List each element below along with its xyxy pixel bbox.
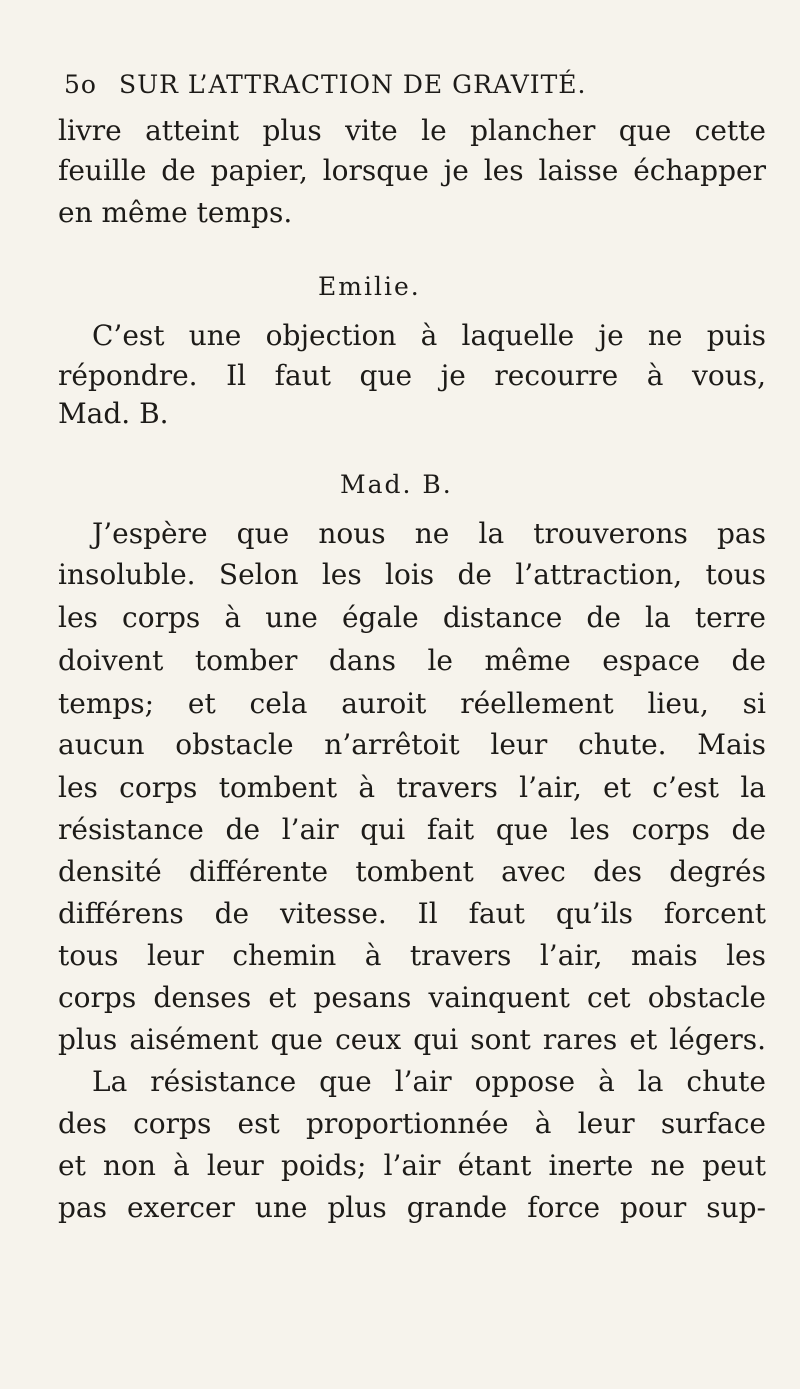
- text-line: en même temps.: [58, 196, 293, 229]
- speaker-name: Mad. B.: [340, 470, 453, 499]
- text-line: feuille de papier, lorsque je les laisse échapper: [58, 154, 766, 187]
- running-head: [64, 70, 714, 99]
- text-line: plus aisément que ceux qui sont rares et légers.: [58, 1023, 766, 1056]
- text-line: C’est une objection à laquelle je ne puis: [92, 319, 766, 352]
- text-line: aucun obstacle n’arrêtoit leur chute. Mais: [58, 728, 766, 761]
- text-line: différens de vitesse. Il faut qu’ils forcent: [58, 897, 766, 930]
- text-line: livre atteint plus vite le plancher que cette: [58, 114, 766, 147]
- text-line: J’espère que nous ne la trouverons pas: [92, 517, 766, 550]
- text-line: les corps à une égale distance de la terre: [58, 601, 766, 634]
- speaker-name: Emilie.: [318, 272, 421, 301]
- text-line: La résistance que l’air oppose à la chute: [92, 1065, 766, 1098]
- text-line: résistance de l’air qui fait que les corps de: [58, 813, 766, 846]
- text-line: insoluble. Selon les lois de l’attraction, tous: [58, 558, 766, 591]
- text-line: des corps est proportionnée à leur surface: [58, 1107, 766, 1140]
- text-line: pas exercer une plus grande force pour sup-: [58, 1191, 766, 1224]
- text-line: et non à leur poids; l’air étant inerte ne peut: [58, 1149, 766, 1182]
- text-line: corps denses et pesans vainquent cet obstacle: [58, 981, 766, 1014]
- text-line: les corps tombent à travers l’air, et c’est la: [58, 771, 766, 804]
- text-line: doivent tomber dans le même espace de: [58, 644, 766, 677]
- text-line: tous leur chemin à travers l’air, mais les: [58, 939, 766, 972]
- text-line: répondre. Il faut que je recourre à vous,: [58, 359, 766, 392]
- running-title: SUR L’ATTRACTION DE GRAVITÉ.: [118, 70, 587, 99]
- text-line: densité différente tombent avec des degrés: [58, 855, 766, 888]
- page-number: 5o: [64, 70, 97, 99]
- text-line: temps; et cela auroit réellement lieu, si: [58, 687, 766, 720]
- text-line: Mad. B.: [58, 397, 169, 430]
